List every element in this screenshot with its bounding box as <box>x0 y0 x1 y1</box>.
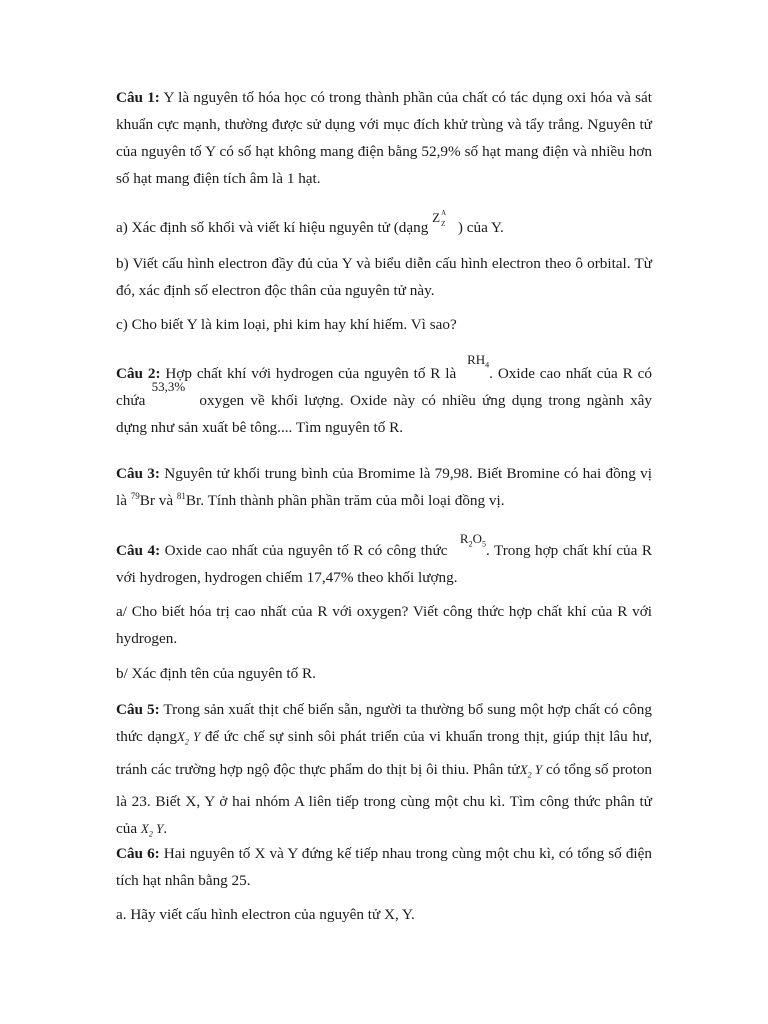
formula-symbol: Z <box>432 210 441 225</box>
question-6-text: Hai nguyên tố X và Y đứng kế tiếp nhau trong cùng một chu kì, có tổng số điện tích hạt nhân bằng 25. <box>116 845 652 889</box>
question-4a-text: a/ Cho biết hóa trị cao nhất của R với oxygen? Viết công thức hợp chất khí của R với hydrogen. <box>116 603 652 647</box>
formula-subscript: 2 <box>184 737 189 747</box>
question-5 <box>116 696 652 848</box>
r2o5-formula <box>460 532 486 551</box>
question-5-text-2: để ức chế sự sinh sôi phát triển của vi khuẩn trong thịt, giúp thịt lâu hư, tránh các trường hợp ngộ độc thực phẩm do thịt bị ôi thiu. Phân tử <box>116 728 652 778</box>
question-3-text-1: Nguyên tử khối trung bình của Bromime là 79,98. Biết Bromine có hai đồng vị là <box>116 465 652 509</box>
formula-x: X <box>140 821 149 837</box>
formula-y: Y <box>188 729 201 744</box>
question-4a <box>116 598 652 652</box>
question-5-text-3: có tổng số proton là 23. Biết X, Y ở hai nhóm A liên tiếp trong cùng một chu kì. Tìm công thức phân tử của <box>116 760 653 838</box>
percent-formula: 53,3% <box>151 379 186 394</box>
formula-x2y-1 <box>176 729 201 747</box>
question-1c-text: c) Cho biết Y là kim loại, phi kim hay khí hiếm. Vì sao? <box>116 316 457 333</box>
formula-y: Y <box>152 821 164 837</box>
isotope-1-mass: 79 <box>130 490 140 501</box>
question-6-label: Câu 6: <box>116 845 160 862</box>
formula-y: Y <box>531 761 543 777</box>
nuclide-notation-formula <box>432 209 447 228</box>
formula-mass-number: A <box>441 209 447 217</box>
question-4-text-2: . Trong hợp chất khí của R với hydrogen, hydrogen chiếm 17,47% theo khối lượng. <box>116 542 652 586</box>
question-2-text-1: Hợp chất khí với hydrogen của nguyên tố R là <box>160 365 462 382</box>
question-1a-text: a) Xác định số khối và viết kí hiệu nguyên tử (dạng <box>116 219 433 236</box>
question-1-label: Câu 1: <box>116 89 160 106</box>
formula-rh: RH <box>467 352 486 367</box>
question-5-text-1: Trong sản xuất thịt chế biến sẵn, người ta thường bổ sung một hợp chất có công thức dạng <box>116 701 652 745</box>
formula-o-subscript: 5 <box>481 539 486 549</box>
question-4-text-1: Oxide cao nhất của nguyên tố R có công thức <box>160 542 452 559</box>
question-2-text-3: oxygen về khối lượng. Oxide này có nhiều ứng dụng trong ngành xây dựng như sản xuất bê tông.... Tìm nguyên tố R. <box>116 392 652 436</box>
question-4 <box>116 531 652 591</box>
formula-subscript: 2 <box>148 829 153 839</box>
question-4b-text: b/ Xác định tên của nguyên tố R. <box>116 665 316 682</box>
question-3-label: Câu 3: <box>116 465 160 482</box>
question-6 <box>116 840 652 894</box>
question-1a-end: ) của Y. <box>454 219 504 236</box>
question-3-text-mid: và <box>154 492 177 509</box>
question-1-intro <box>116 84 652 192</box>
question-1a <box>116 209 652 241</box>
formula-atomic-number: Z <box>441 220 446 228</box>
isotope-1-symbol: Br <box>139 492 155 509</box>
formula-subscript: 4 <box>485 360 490 370</box>
question-3-text-2: . Tính thành phần phần trăm của mỗi loại đồng vị. <box>200 492 505 509</box>
question-1b-text: b) Viết cấu hình electron đầy đủ của Y và biểu diễn cấu hình electron theo ô orbital. Từ đó, xác định số electron độc thân của nguyên tử này. <box>116 255 652 299</box>
rh4-formula <box>467 353 489 372</box>
question-4b <box>116 660 652 687</box>
question-1-text: Y là nguyên tố hóa học có trong thành phần của chất có tác dụng oxi hóa và sát khuẩn cực mạnh, thường được sử dụng với mục đích khử trùng và tẩy trắng. Nguyên tử của nguyên tố Y có số hạt không mang điện bằng 52,9% số hạt mang điện và nhiều hơn số hạt mang điện tích âm là 1 hạt. <box>116 89 652 187</box>
question-6a-text: a. Hãy viết cấu hình electron của nguyên tử X, Y. <box>116 906 415 923</box>
question-2 <box>116 352 652 441</box>
question-2-text-2: . Oxide cao nhất của R có chứa <box>116 365 652 409</box>
isotope-2-symbol: Br <box>185 492 201 509</box>
question-5-text-4: . <box>163 820 168 838</box>
question-2-label: Câu 2: <box>116 365 161 382</box>
formula-o: O <box>472 531 482 546</box>
question-4-label: Câu 4: <box>116 542 161 559</box>
formula-x2y-2 <box>519 761 543 780</box>
question-1c <box>116 311 652 338</box>
formula-subscript: 2 <box>527 770 532 780</box>
question-5-label: Câu 5: <box>116 701 160 718</box>
formula-x: X <box>519 761 528 777</box>
question-1b <box>116 250 652 304</box>
question-6a <box>116 901 652 928</box>
formula-r: R <box>459 531 469 546</box>
formula-r-subscript: 2 <box>468 539 473 549</box>
question-3 <box>116 460 652 514</box>
formula-x: X <box>176 729 185 744</box>
isotope-2-mass: 81 <box>176 490 186 501</box>
formula-x2y-3 <box>140 821 164 839</box>
